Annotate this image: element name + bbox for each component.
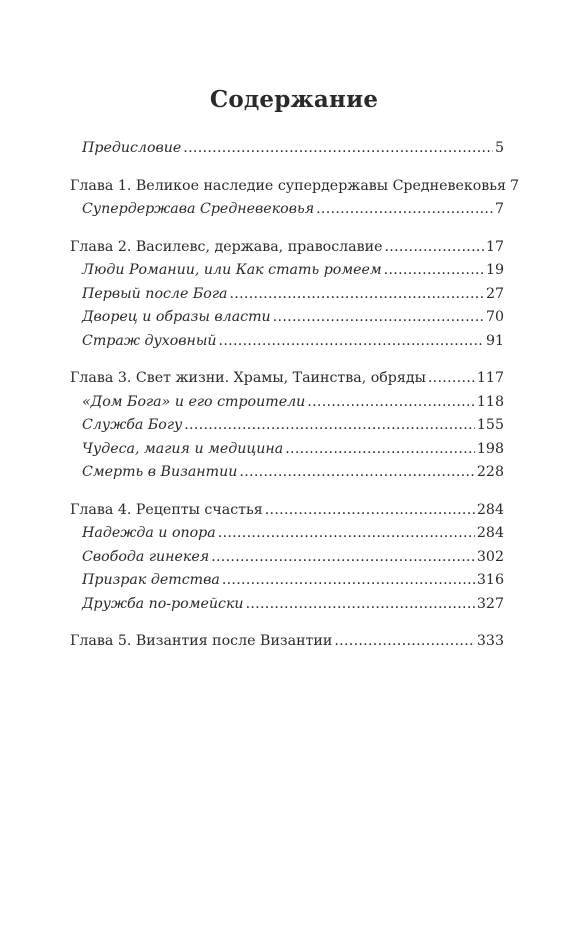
- toc-entry-label: Призрак детства: [82, 572, 220, 588]
- toc-chapter-label: Глава 3. Свет жизни. Храмы, Таинства, обряды: [70, 370, 426, 386]
- toc-chapter[interactable]: [70, 239, 504, 263]
- section-gap: [70, 488, 504, 502]
- toc-leader-dots: [385, 239, 484, 255]
- toc-entry-page: 118: [476, 393, 504, 410]
- toc-entry-page: 70: [485, 309, 504, 325]
- toc-leader-dots: [239, 464, 475, 480]
- toc-chapter[interactable]: [70, 177, 519, 202]
- toc-leader-dots: [428, 370, 475, 386]
- section-gap: [70, 356, 504, 370]
- toc-leader-dots: [222, 572, 475, 588]
- toc-entry-label: Страж духовный: [82, 332, 217, 349]
- table-of-contents: [70, 140, 519, 657]
- toc-entry[interactable]: [70, 441, 504, 465]
- toc-leader-dots: [334, 633, 475, 649]
- toc-entry-page: 5: [494, 140, 504, 156]
- toc-chapter-page: 284: [476, 501, 504, 518]
- toc-chapter-page: 333: [476, 633, 504, 649]
- toc-entry[interactable]: [70, 286, 504, 310]
- toc-entry[interactable]: [70, 417, 504, 441]
- toc-leader-dots: [273, 309, 484, 325]
- toc-entry-page: 198: [476, 440, 504, 457]
- toc-entry-label: Дворец и образы власти: [82, 309, 271, 325]
- toc-entry[interactable]: [70, 596, 504, 620]
- toc-leader-dots: [184, 417, 475, 433]
- toc-chapter-page: 17: [485, 238, 504, 255]
- toc-chapter[interactable]: [70, 370, 504, 394]
- toc-entry-page: 19: [485, 262, 504, 278]
- toc-leader-dots: [307, 394, 475, 410]
- toc-entry-label: Дружба по-ромейски: [82, 595, 244, 612]
- toc-entry-label: Смерть в Византии: [82, 464, 238, 480]
- toc-entry-label: Предисловие: [82, 140, 182, 156]
- toc-leader-dots: [384, 262, 484, 278]
- toc-entry-page: 27: [485, 285, 504, 302]
- toc-chapter-label: Глава 5. Византия после Византии: [70, 633, 333, 649]
- toc-leader-dots: [229, 286, 483, 302]
- toc-entry-page: 91: [485, 332, 504, 349]
- toc-chapter-label: Глава 4. Рецепты счастья: [70, 501, 263, 518]
- toc-entry-label: «Дом Бога» и его строители: [82, 393, 306, 410]
- toc-chapter-label: Глава 2. Василевс, держава, православие: [70, 238, 383, 255]
- toc-entry-page: 155: [476, 417, 504, 433]
- toc-leader-dots: [218, 525, 475, 541]
- toc-entry-label: Люди Романии, или Как стать ромеем: [82, 262, 382, 278]
- section-gap: [70, 619, 504, 633]
- toc-entry-page: 284: [476, 525, 504, 541]
- toc-entry[interactable]: [70, 333, 504, 357]
- toc-entry[interactable]: [70, 549, 504, 573]
- toc-leader-dots: [183, 140, 493, 156]
- toc-entry[interactable]: [70, 309, 504, 333]
- page-title: Содержание: [209, 86, 379, 113]
- toc-leader-dots: [316, 201, 493, 217]
- toc-entry-label: Супердержава Средневековья: [82, 201, 315, 217]
- toc-chapter-page: 117: [476, 370, 504, 386]
- toc-chapter[interactable]: [70, 502, 504, 526]
- toc-leader-dots: [219, 333, 484, 349]
- toc-entry-page: 316: [476, 572, 504, 588]
- toc-entry[interactable]: [70, 525, 504, 549]
- toc-entry[interactable]: [70, 140, 504, 164]
- toc-leader-dots: [246, 596, 475, 612]
- toc-leader-dots: [211, 549, 475, 565]
- toc-chapter[interactable]: [70, 633, 504, 657]
- toc-entry-label: Надежда и опора: [82, 525, 216, 541]
- toc-entry-page: 228: [476, 464, 504, 480]
- toc-chapter-page: 7: [509, 177, 519, 194]
- toc-entry[interactable]: [70, 572, 504, 596]
- section-gap: [70, 164, 504, 178]
- toc-entry-label: Служба Богу: [82, 417, 183, 433]
- toc-entry[interactable]: [70, 464, 504, 488]
- toc-entry[interactable]: [70, 394, 504, 418]
- toc-leader-dots: [265, 502, 475, 518]
- toc-entry-page: 7: [494, 201, 504, 217]
- toc-entry-label: Первый после Бога: [82, 285, 228, 302]
- toc-entry[interactable]: [70, 262, 504, 286]
- section-gap: [70, 225, 504, 239]
- toc-entry[interactable]: [70, 201, 504, 225]
- toc-entry-label: Чудеса, магия и медицина: [82, 440, 284, 457]
- toc-entry-label: Свобода гинекея: [82, 548, 210, 565]
- toc-chapter-label: Глава 1. Великое наследие супердержавы Средневековья: [70, 177, 506, 194]
- toc-entry-page: 327: [476, 595, 504, 612]
- toc-entry-page: 302: [476, 548, 504, 565]
- toc-leader-dots: [285, 441, 475, 457]
